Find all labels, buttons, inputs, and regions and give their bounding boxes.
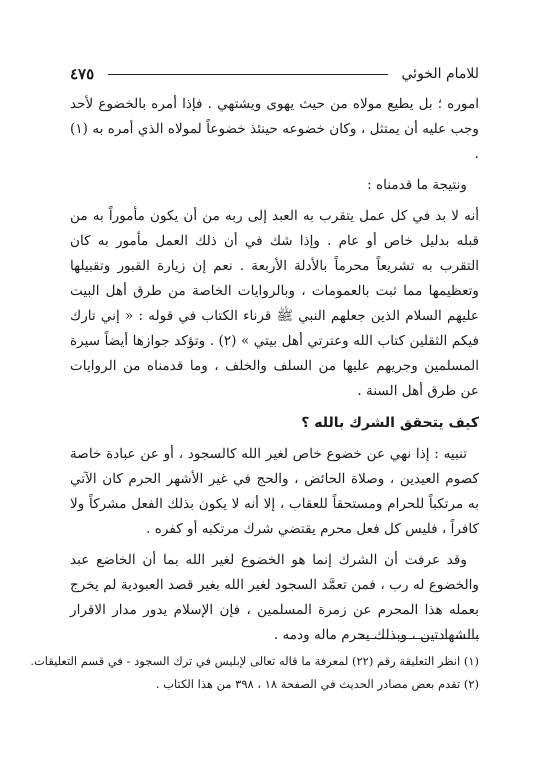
section-heading: كيف يتحقق الشرك بالله ؟	[301, 415, 479, 431]
paragraph-notice: تنبيه : إذا نهي عن خضوع خاص لغير الله كالسجود ، أو عن عبادة خاصة كصوم العيدين ، وصلاة الحائض ، والحج في غير الأشهر الحرم كان الآتي به مرتكباً للحرام ومستحقاً للعقاب ، إلا أنه لا يكون بذلك الفعل مشركاً ولا كافراً ، فليس كل فعل محرم يقتضي شرك مرتكبه أو كفره .	[70, 446, 479, 537]
paragraph-conclusion-intro: ونتيجة ما قدمناه :	[367, 177, 467, 193]
page-number: ٤٧٥	[70, 65, 95, 83]
footnote-separator	[354, 638, 479, 639]
paragraph-continuation: اموره ؛ بل يطيع مولاه من حيث يهوى ويشتهي . فإذا أمره بالخضوع لأحد وجب عليه أن يمتثل ، وكان خضوعه حينئذ خضوعاً لمولاه الذي أمره به (١) .	[70, 96, 479, 162]
header-title: للامام الخوئي	[401, 66, 479, 82]
running-header	[70, 62, 479, 86]
footnote-2: (٢) تقدم بعض مصادر الحديث في الصفحة ١٨ ، ٣٩٨ من هذا الكتاب .	[155, 677, 479, 691]
paragraph-shirk-definition: وقد عرفت أن الشرك إنما هو الخضوع لغير الله بما أن الخاضع عبد والخضوع له رب ، فمن تعمَّد السجود لغير الله بغير قصد العبودية لم يخرج بعمله هذا المحرم عن زمرة المسلمين ، فإن الإسلام يدور مدار الاقرار بالشهادتين ، وبذلك يحرم ماله ودمه .	[70, 552, 479, 643]
header-rule	[108, 74, 387, 75]
footnote-1: (١) انظر التعليقة رقم (٢٢) لمعرفة ما قاله تعالى لإبليس في ترك السجود - في قسم التعليقات.	[30, 654, 479, 668]
footnotes	[30, 650, 479, 696]
main-text	[70, 92, 479, 654]
paragraph-conclusion: أنه لا بد في كل عمل يتقرب به العبد إلى ربه من أن يكون مأموراً به من قبله بدليل خاص أو عام . وإذا شك في أن ذلك العمل مأمور به كان التقرب به تشريعاً محرماً بالأدلة الأربعة . نعم إن زيارة القبور وتقبيلها وتعظيمها مما ثبت بالعمومات ، وبالروايات الخاصة من طرق أهل البيت عليهم السلام الذين جعلهم النبي ﷺ قرناء الكتاب في قوله : « إني تارك فيكم الثقلين كتاب الله وعترتي أهل بيتي » (٢) . وتؤكد جوازها أيضاً سيرة المسلمين وجريهم عليها من السلف والخلف ، وما قدمناه من الروايات عن طرق أهل السنة .	[70, 208, 479, 399]
